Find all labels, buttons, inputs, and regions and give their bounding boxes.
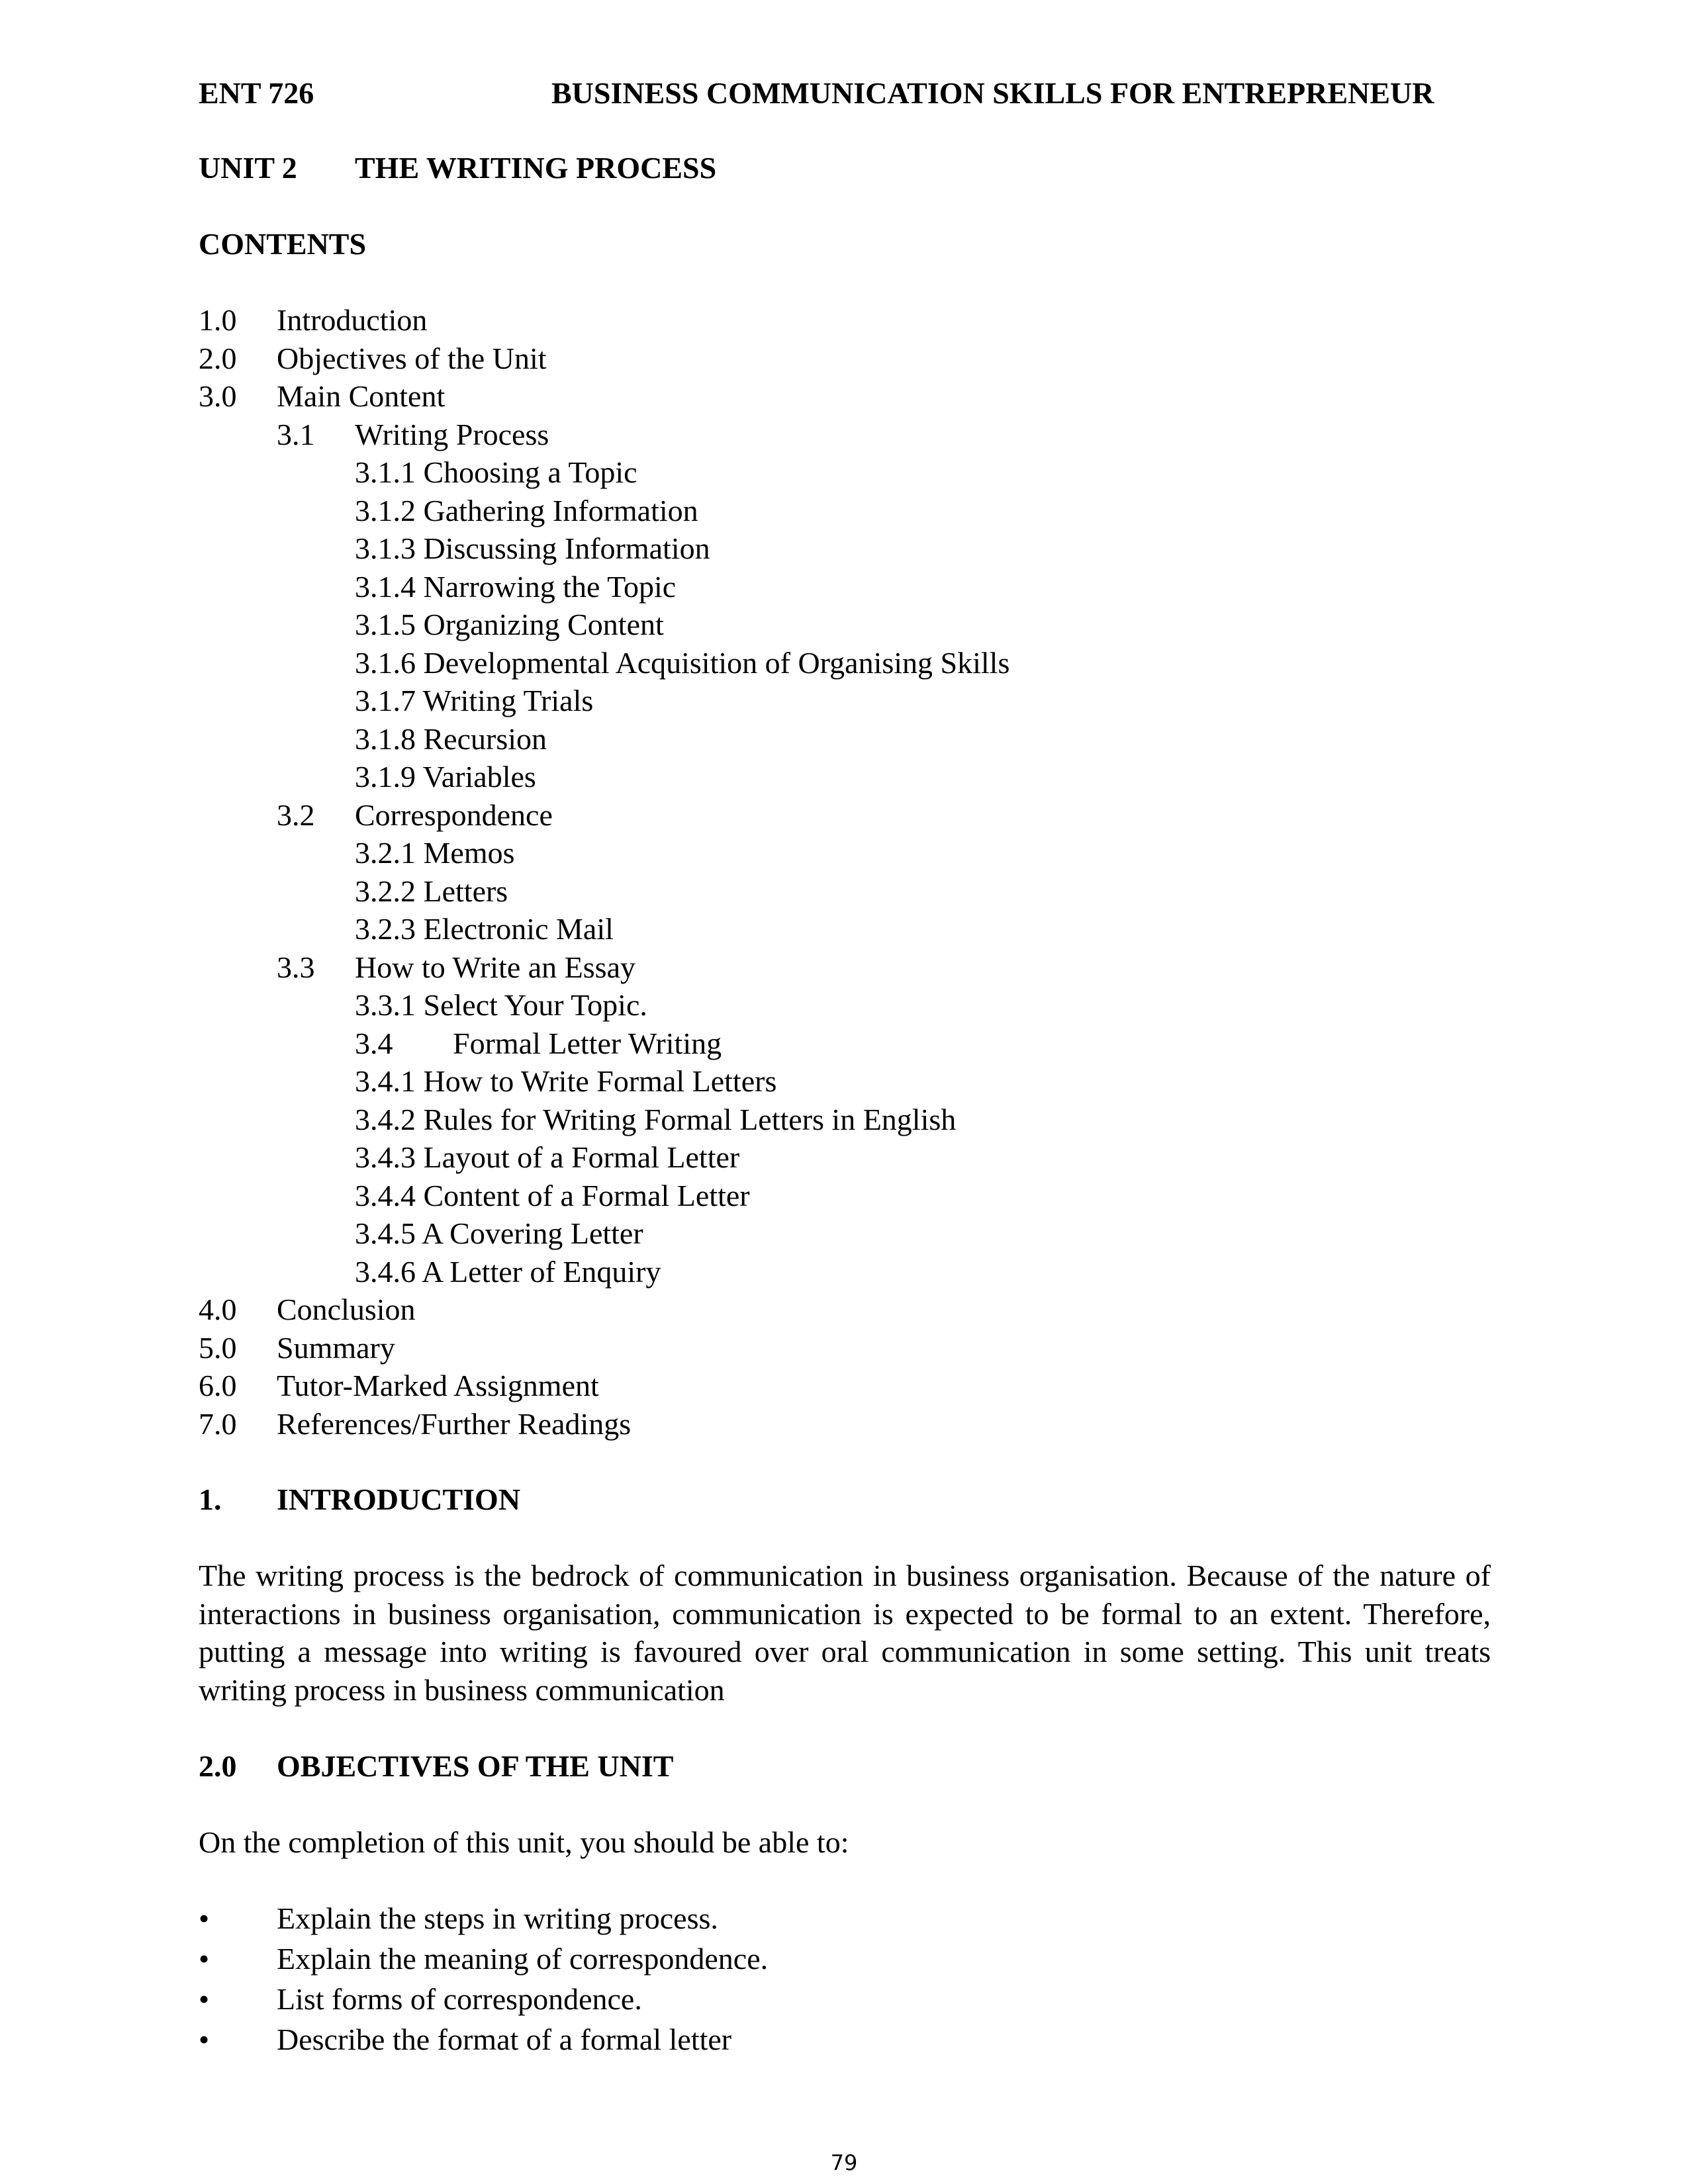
toc-number: 7.0	[199, 1406, 237, 1441]
list-item-text: List forms of correspondence.	[277, 1982, 642, 2016]
paragraph-text: The writing process is the bedrock of communication in business organisation. Because of the nature of interactions in business organisation, communication is expected to be formal to an extent. Therefore, putting a message into writing is favoured over oral communication in some setting. This unit treats writing process in business communication	[199, 1559, 1491, 1707]
objectives-heading	[199, 1747, 673, 1786]
toc-text: Correspondence	[355, 797, 553, 832]
page-number: 79	[830, 2150, 858, 2175]
table-of-contents	[199, 301, 1489, 1443]
toc-text: 3.4.6 A Letter of Enquiry	[355, 1254, 661, 1289]
toc-text: 3.4.1 How to Write Formal Letters	[355, 1064, 777, 1098]
toc-item	[199, 606, 1489, 644]
introduction-heading	[199, 1480, 520, 1519]
section-title: INTRODUCTION	[277, 1482, 521, 1516]
toc-item	[199, 720, 1489, 758]
toc-item	[199, 1138, 1489, 1177]
toc-number: 3.0	[199, 379, 237, 413]
toc-item	[199, 1177, 1489, 1215]
toc-text: 3.1.5 Organizing Content	[355, 608, 664, 641]
contents-heading: CONTENTS	[199, 227, 367, 261]
list-item-text: Explain the steps in writing process.	[277, 1901, 718, 1935]
list-item	[199, 1940, 1456, 1980]
toc-text: 3.1.2 Gathering Information	[355, 493, 698, 527]
bullet-icon: •	[199, 1982, 210, 2016]
toc-item	[199, 416, 1489, 454]
toc-number: 4.0	[199, 1293, 237, 1326]
toc-number: 3.1	[277, 417, 315, 451]
toc-text: 3.4.3 Layout of a Formal Letter	[355, 1140, 740, 1174]
toc-text: References/Further Readings	[277, 1406, 632, 1441]
toc-text: 3.2.2 Letters	[355, 874, 508, 908]
unit-number: UNIT 2	[199, 151, 297, 185]
toc-text: Introduction	[277, 303, 428, 337]
toc-item	[199, 682, 1489, 720]
toc-item	[199, 340, 1489, 378]
toc-text: 3.3.1 Select Your Topic.	[355, 988, 647, 1022]
list-item	[199, 2021, 1456, 2061]
toc-text: 3.4.4 Content of a Formal Letter	[355, 1178, 750, 1212]
toc-item	[199, 1367, 1489, 1405]
toc-item	[199, 492, 1489, 530]
toc-item	[199, 568, 1489, 606]
toc-item	[199, 1214, 1489, 1253]
toc-text: Tutor-Marked Assignment	[277, 1369, 599, 1402]
toc-text: 3.1.6 Developmental Acquisition of Organising Skills	[355, 645, 1010, 680]
list-item	[199, 1980, 1456, 2021]
toc-number: 3.2	[277, 797, 315, 832]
toc-item	[199, 796, 1489, 835]
toc-text: 3.1.9 Variables	[355, 760, 536, 794]
toc-number: 6.0	[199, 1369, 237, 1402]
toc-number: 3.3	[277, 950, 315, 984]
introduction-paragraph	[199, 1557, 1491, 1709]
toc-text	[355, 1024, 722, 1063]
toc-text: 3.1.7 Writing Trials	[355, 684, 594, 717]
toc-item	[199, 377, 1489, 416]
bullet-icon: •	[199, 2023, 210, 2056]
toc-text: 3.4.5 A Covering Letter	[355, 1216, 643, 1250]
toc-number: 3.4	[355, 1026, 393, 1060]
toc-text: Summary	[277, 1330, 395, 1365]
toc-item	[199, 758, 1489, 796]
objectives-lead: On the completion of this unit, you should be able to:	[199, 1825, 849, 1859]
toc-item	[199, 1329, 1489, 1367]
toc-text: Conclusion	[277, 1293, 416, 1326]
toc-text: Main Content	[277, 379, 445, 413]
toc-item	[199, 644, 1489, 682]
toc-item	[199, 948, 1489, 987]
toc-item	[199, 301, 1489, 340]
toc-item	[199, 1253, 1489, 1291]
toc-item	[199, 453, 1489, 492]
toc-item	[199, 872, 1489, 911]
toc-text: Objectives of the Unit	[277, 341, 547, 375]
section-number: 1.	[199, 1482, 222, 1516]
toc-text: 3.2.3 Electronic Mail	[355, 912, 614, 946]
list-item-text: Describe the format of a formal letter	[277, 2023, 732, 2056]
toc-item	[199, 1291, 1489, 1329]
toc-item	[199, 1024, 1489, 1063]
toc-text: 3.1.1 Choosing a Topic	[355, 455, 637, 489]
toc-title: Formal Letter Writing	[453, 1026, 722, 1060]
bullet-icon: •	[199, 1942, 210, 1976]
toc-item	[199, 1405, 1489, 1443]
toc-text: How to Write an Essay	[355, 950, 635, 984]
toc-item	[199, 1062, 1489, 1101]
toc-text: 3.2.1 Memos	[355, 836, 515, 870]
toc-item	[199, 910, 1489, 948]
objectives-list	[199, 1899, 1456, 2061]
toc-text: 3.1.8 Recursion	[355, 721, 547, 756]
toc-number: 2.0	[199, 341, 237, 375]
toc-number: 1.0	[199, 303, 237, 337]
unit-title-text: THE WRITING PROCESS	[355, 151, 717, 185]
list-item	[199, 1899, 1456, 1940]
bullet-icon: •	[199, 1901, 210, 1935]
toc-number: 5.0	[199, 1330, 237, 1365]
unit-title	[199, 149, 716, 187]
course-code: ENT 726	[199, 76, 314, 110]
section-number: 2.0	[199, 1749, 237, 1783]
toc-item	[199, 1101, 1489, 1139]
toc-text: 3.1.3 Discussing Information	[355, 531, 710, 565]
toc-item	[199, 986, 1489, 1024]
list-item-text: Explain the meaning of correspondence.	[277, 1942, 769, 1976]
toc-item	[199, 834, 1489, 872]
toc-text: 3.1.4 Narrowing the Topic	[355, 569, 677, 604]
toc-text: Writing Process	[355, 417, 549, 451]
section-title: OBJECTIVES OF THE UNIT	[277, 1749, 674, 1783]
toc-text: 3.4.2 Rules for Writing Formal Letters in English	[355, 1102, 957, 1136]
course-title: BUSINESS COMMUNICATION SKILLS FOR ENTREPRENEUR	[551, 76, 1434, 110]
toc-item	[199, 529, 1489, 568]
